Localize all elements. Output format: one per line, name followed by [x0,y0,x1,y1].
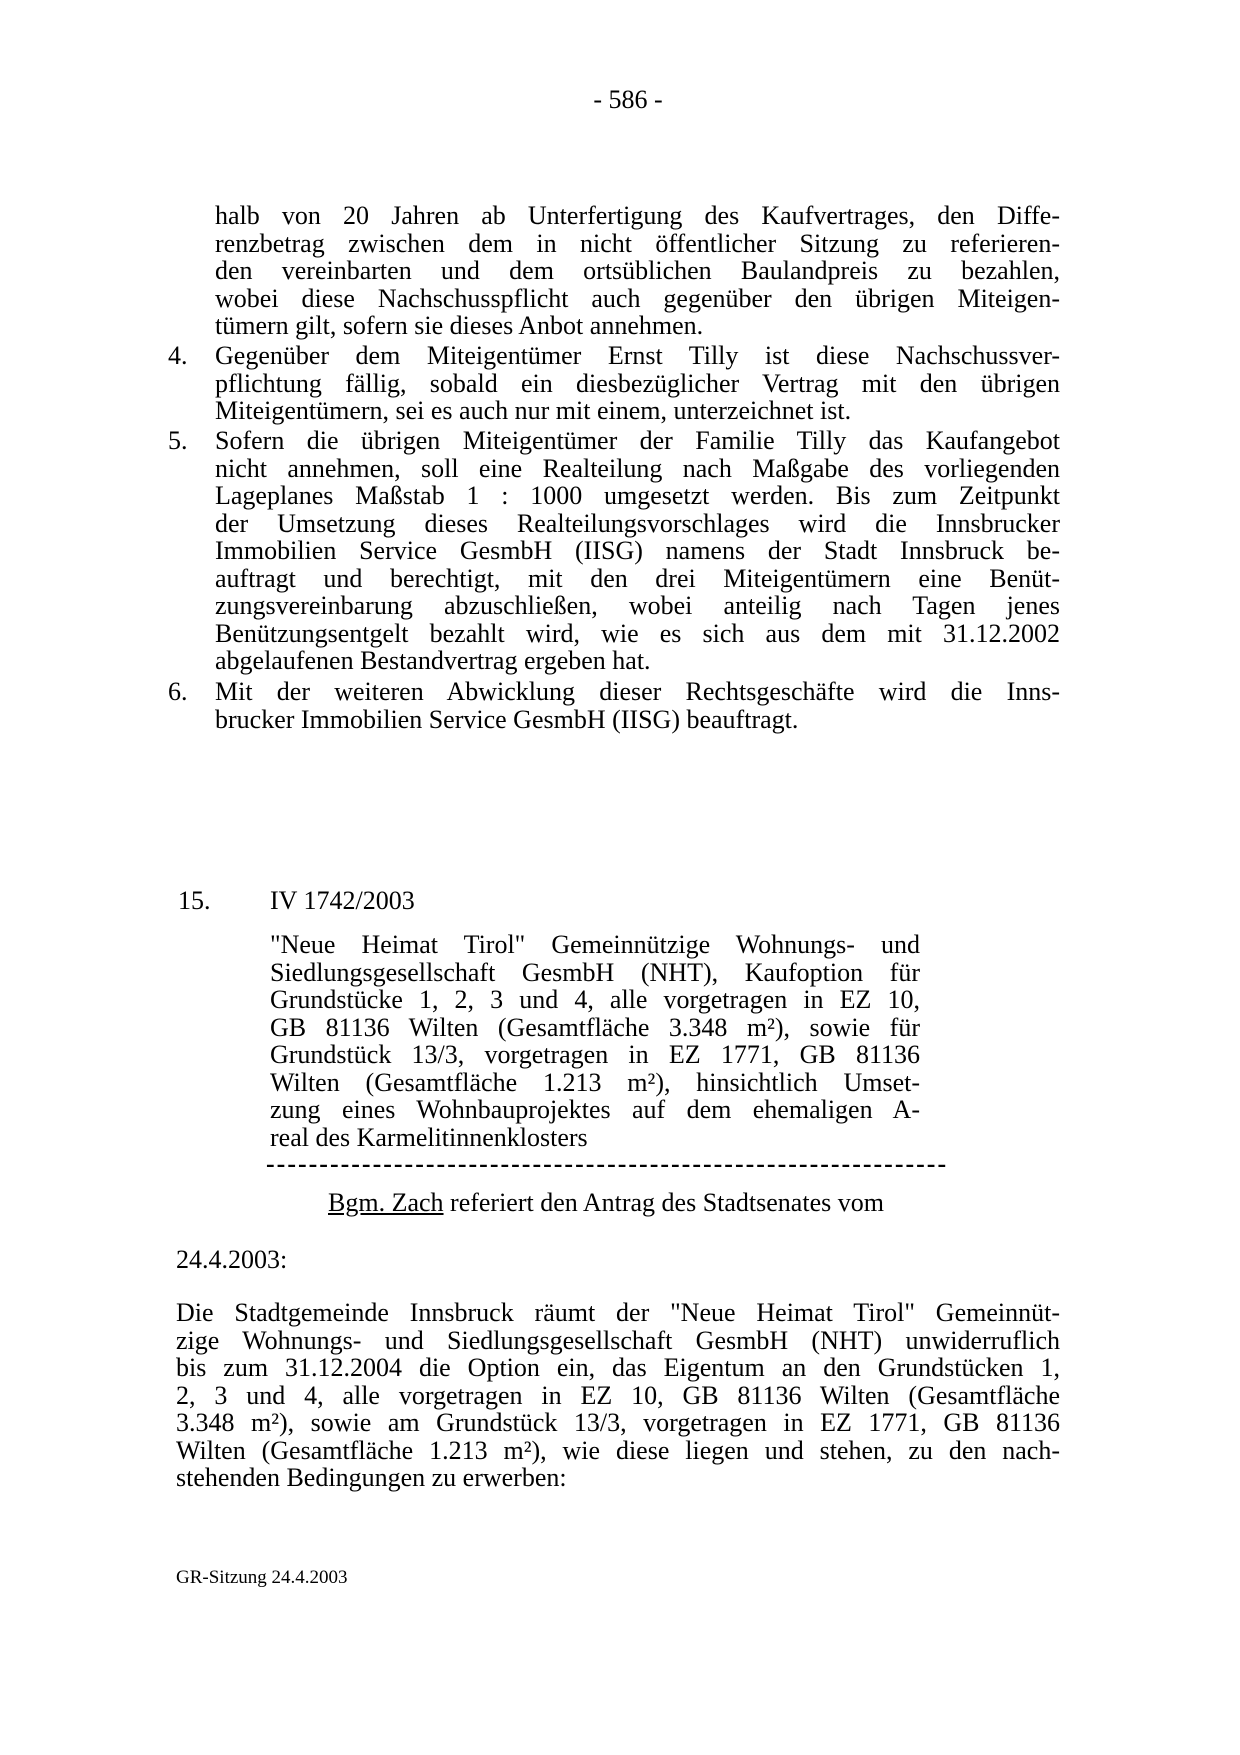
text-line: Wilten (Gesamtfläche 1.213 m²), wie diese liegen und stehen, zu den nach- [176,1435,1060,1465]
referral-date: 24.4.2003: [176,1245,288,1274]
text-line: Immobilien Service GesmbH (IISG) namens der Stadt Innsbruck be- [215,536,1060,565]
text-line: Grundstücke 1, 2, 3 und 4, alle vorgetragen in EZ 10, [270,985,920,1014]
list-item-4-marker: 4. [168,341,188,370]
text-line: zige Wohnungs- und Siedlungsgesellschaft GesmbH (NHT) unwiderruflich [176,1325,1060,1355]
motion-paragraph [176,1299,1060,1492]
dashed-separator: ---------------------------------------------------------------- [266,1150,949,1178]
text-line: der Umsetzung dieses Realteilungsvorschlages wird die Innsbrucker [215,508,1060,538]
text-line: zung eines Wohnbauprojektes auf dem ehemaligen A- [270,1095,920,1124]
text-line: renzbetrag zwischen dem in nicht öffentlicher Sitzung zu referieren- [215,228,1060,258]
text-line: abgelaufenen Bestandvertrag ergeben hat. [215,646,651,675]
text-line: wobei diese Nachschusspflicht auch gegenüber den übrigen Miteigen- [215,283,1060,313]
text-line: halb von 20 Jahren ab Unterfertigung des Kaufvertrages, den Diffe- [215,201,1060,230]
text-line: Lageplanes Maßstab 1 : 1000 umgesetzt werden. Bis zum Zeitpunkt [215,481,1060,510]
text-line: 3.348 m²), sowie am Grundstück 13/3, vorgetragen in EZ 1771, GB 81136 [176,1408,1060,1437]
text-line: GB 81136 Wilten (Gesamtfläche 3.348 m²), sowie für [270,1012,920,1042]
text-line: Wilten (Gesamtfläche 1.213 m²), hinsichtlich Umset- [270,1067,920,1097]
page-footer: GR-Sitzung 24.4.2003 [176,1567,348,1588]
text-line: bis zum 31.12.2004 die Option ein, das Eigentum an den Grundstücken 1, [176,1353,1060,1382]
list-item-5 [168,426,1060,675]
text-line: Miteigentümern, sei es auch nur mit einem, unterzeichnet ist. [215,396,852,425]
agenda-item-15-subject [270,931,920,1151]
text-line: Gegenüber dem Miteigentümer Ernst Tilly ist diese Nachschussver- [215,341,1060,370]
paragraph-continuation [215,202,1060,340]
text-line: "Neue Heimat Tirol" Gemeinnützige Wohnungs- und [270,930,920,959]
speaker-name: Bgm. Zach [328,1188,444,1217]
referral-text: referiert den Antrag des Stadtsenates vom [443,1188,884,1217]
text-line: zungsvereinbarung abzuschließen, wobei anteilig nach Tagen jenes [215,591,1060,620]
text-line: Sofern die übrigen Miteigentümer der Familie Tilly das Kaufangebot [215,426,1060,455]
text-line: den vereinbarten und dem ortsüblichen Baulandpreis zu bezahlen, [215,256,1060,285]
text-line: pflichtung fällig, sobald ein diesbezüglicher Vertrag mit den übrigen [215,368,1060,398]
text-line: Benützungsentgelt bezahlt wird, wie es sich aus dem mit 31.12.2002 [215,618,1060,648]
text-line: Mit der weiteren Abwicklung dieser Rechtsgeschäfte wird die Inns- [215,677,1060,706]
text-line: brucker Immobilien Service GesmbH (IISG) beauftragt. [215,704,799,734]
list-item-5-marker: 5. [168,426,188,455]
text-line: Grundstück 13/3, vorgetragen in EZ 1771, GB 81136 [270,1040,920,1069]
text-line: tümern gilt, sofern sie dieses Anbot annehmen. [215,311,704,340]
text-line: stehenden Bedingungen zu erwerben: [176,1463,567,1492]
text-line: real des Karmelitinnenklosters [270,1122,588,1152]
text-line: Siedlungsgesellschaft GesmbH (NHT), Kaufoption für [270,957,920,987]
agenda-item-15-heading [178,886,920,915]
list-item-4 [168,341,1060,425]
list-item-6 [168,677,1060,734]
text-line: Die Stadtgemeinde Innsbruck räumt der "Neue Heimat Tirol" Gemeinnüt- [176,1298,1060,1327]
list-item-6-marker: 6. [168,677,188,706]
text-line: auftragt und berechtigt, mit den drei Miteigentümern eine Benüt- [215,563,1060,593]
referral-line [328,1189,884,1217]
agenda-item-15-doc-number: IV 1742/2003 [270,886,415,915]
agenda-item-15-marker: 15. [178,886,211,915]
text-line: 2, 3 und 4, alle vorgetragen in EZ 10, GB 81136 Wilten (Gesamtfläche [176,1380,1060,1410]
text-line: nicht annehmen, soll eine Realteilung nach Maßgabe des vorliegenden [215,453,1060,483]
page-number: - 586 - [593,85,663,114]
